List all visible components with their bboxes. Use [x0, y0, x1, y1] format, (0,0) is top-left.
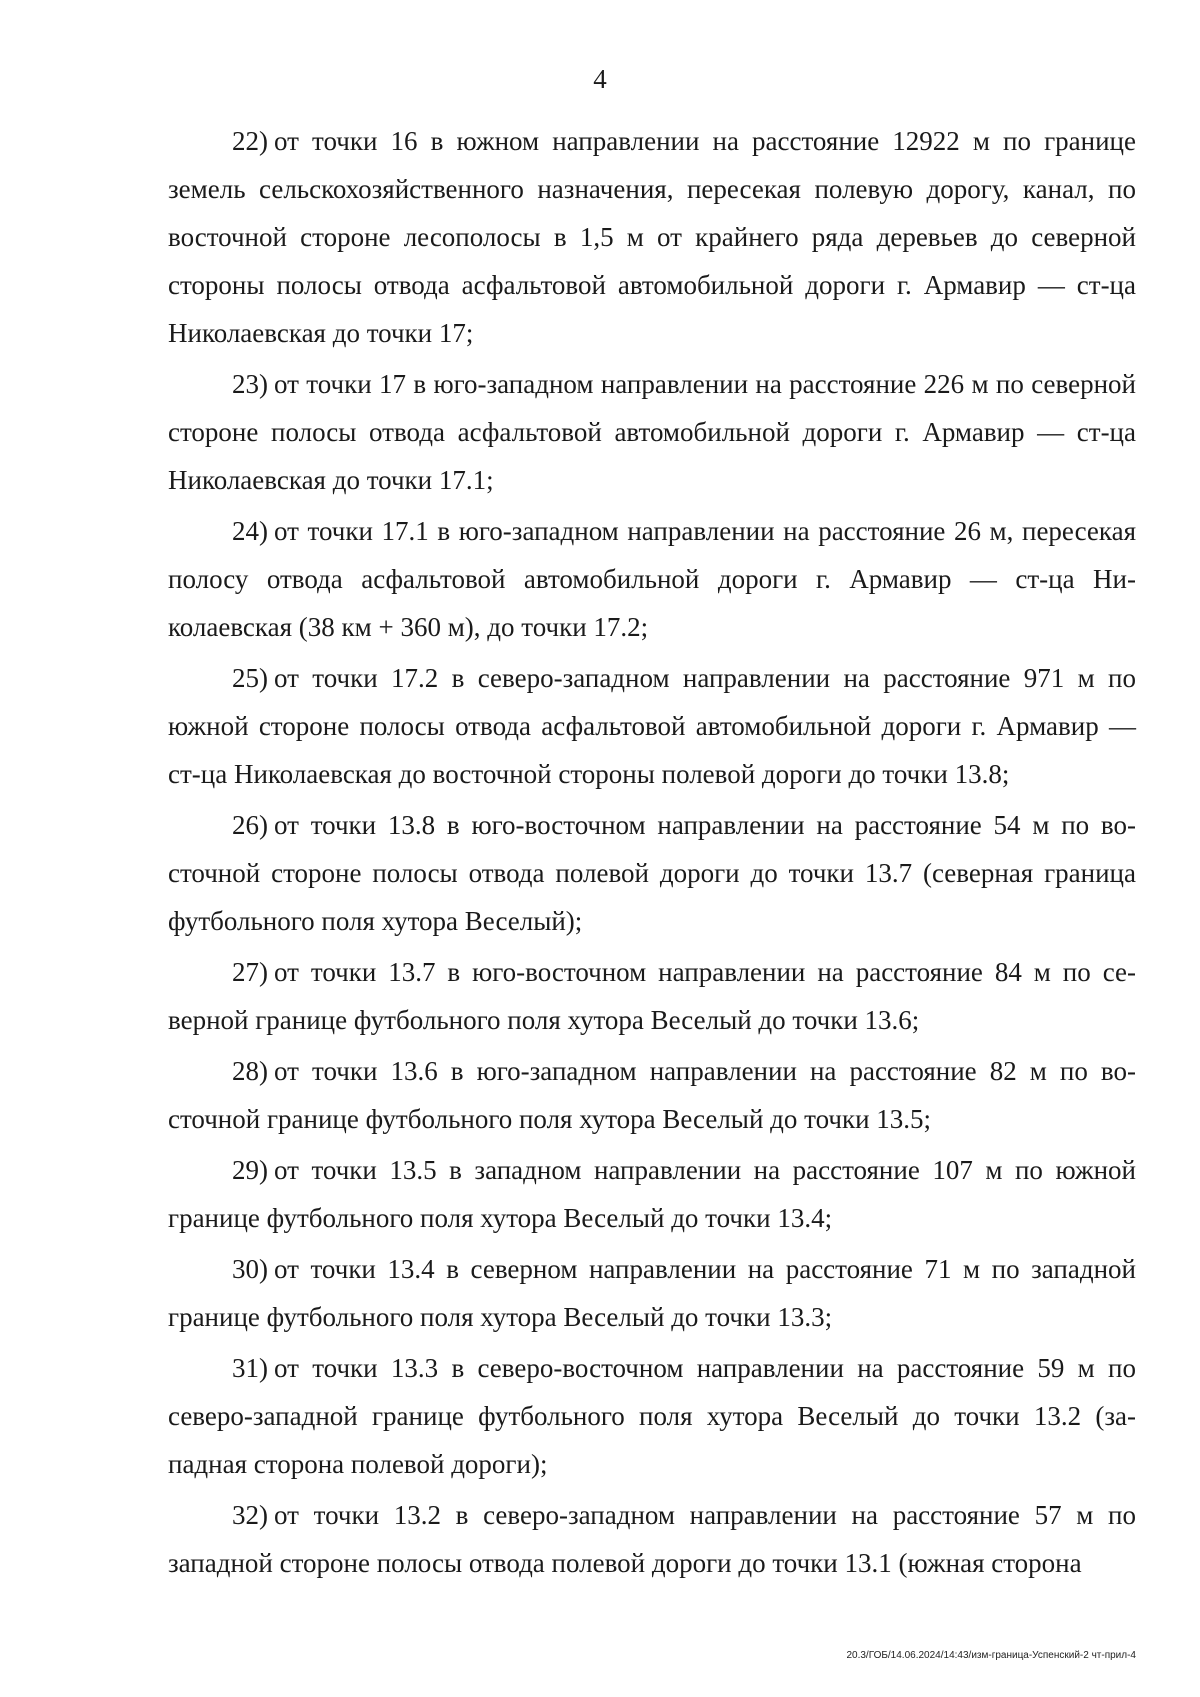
paragraph-number: 25) [232, 663, 268, 693]
paragraph-24 [168, 507, 1136, 651]
page-number: 4 [593, 64, 607, 94]
paragraph-text: от точки 17.1 в юго-западном направлении на расстояние 26 м, пересекая полосу отвода асфальтовой автомобильной дороги г. Армавир — ст-ца Николаевская (38 км + 360 м), до точки 17.2; [168, 516, 1136, 642]
paragraph-number: 26) [232, 810, 268, 840]
paragraph-23 [168, 360, 1136, 504]
paragraph-text: от точки 13.7 в юго-восточном направлении на расстояние 84 м по северной границе футбольного поля хутора Веселый до точки 13.6; [168, 957, 1136, 1035]
paragraph-28 [168, 1047, 1136, 1143]
document-footer-code: 20.3/ГОБ/14.06.2024/14:43/изм-граница-Успенский-2 чт-прил-4 [846, 1650, 1136, 1661]
paragraph-text: от точки 13.4 в северном направлении на расстояние 71 м по западной границе футбольного поля хутора Веселый до точки 13.3; [168, 1254, 1136, 1332]
document-body [168, 117, 1136, 1590]
paragraph-text: от точки 17 в юго-западном направлении на расстояние 226 м по северной стороне полосы отвода асфальтовой автомобильной дороги г. Армавир — ст-ца Николаевская до точки 17.1; [168, 369, 1136, 495]
paragraph-number: 31) [232, 1353, 268, 1383]
paragraph-text: от точки 13.8 в юго-восточном направлении на расстояние 54 м по восточной стороне полосы отвода полевой дороги до точки 13.7 (северная граница футбольного поля хутора Веселый); [168, 810, 1136, 936]
paragraph-32 [168, 1491, 1136, 1587]
paragraph-text: от точки 13.2 в северо-западном направлении на расстояние 57 м по западной стороне полосы отвода полевой дороги до точки 13.1 (южная сторона [168, 1500, 1136, 1578]
paragraph-text: от точки 13.6 в юго-западном направлении на расстояние 82 м по восточной границе футбольного поля хутора Веселый до точки 13.5; [168, 1056, 1136, 1134]
paragraph-number: 29) [232, 1155, 268, 1185]
paragraph-text: от точки 17.2 в северо-западном направлении на расстояние 971 м по южной стороне полосы отвода асфальтовой автомобильной дороги г. Армавир — ст-ца Николаевская до восточной стороны полевой дороги до точки 13.8; [168, 663, 1136, 789]
paragraph-number: 24) [232, 516, 268, 546]
paragraph-text: от точки 13.5 в западном направлении на расстояние 107 м по южной границе футбольного поля хутора Веселый до точки 13.4; [168, 1155, 1136, 1233]
paragraph-30 [168, 1245, 1136, 1341]
paragraph-29 [168, 1146, 1136, 1242]
paragraph-number: 27) [232, 957, 268, 987]
paragraph-text: от точки 13.3 в северо-восточном направлении на расстояние 59 м по северо-западной границе футбольного поля хутора Веселый до точки 13.2 (западная сторона полевой дороги); [168, 1353, 1136, 1479]
paragraph-number: 28) [232, 1056, 268, 1086]
paragraph-text: от точки 16 в южном направлении на расстояние 12922 м по границе земель сельскохозяйственного назначения, пересекая полевую дорогу, канал, по восточной стороне лесополосы в 1,5 м от крайнего ряда деревьев до северной стороны полосы отвода асфальтовой автомобильной дороги г. Армавир — ст-ца Николаевская до точки 17; [168, 126, 1136, 348]
paragraph-26 [168, 801, 1136, 945]
paragraph-31 [168, 1344, 1136, 1488]
paragraph-number: 23) [232, 369, 268, 399]
paragraph-number: 32) [232, 1500, 268, 1530]
paragraph-25 [168, 654, 1136, 798]
paragraph-22 [168, 117, 1136, 357]
paragraph-number: 30) [232, 1254, 268, 1284]
paragraph-27 [168, 948, 1136, 1044]
paragraph-number: 22) [232, 126, 268, 156]
